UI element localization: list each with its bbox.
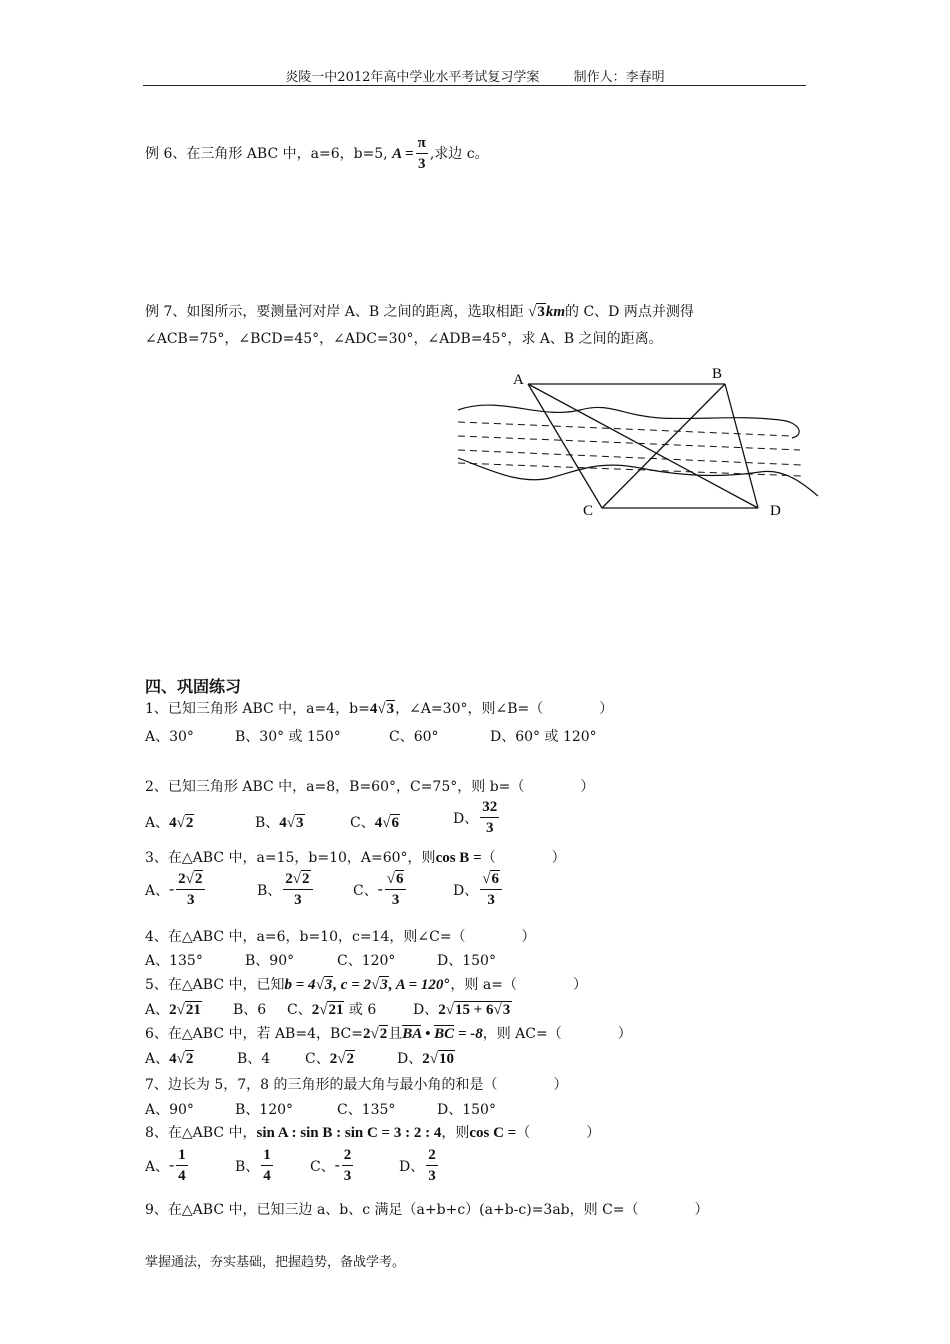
header-rule bbox=[143, 85, 806, 86]
q2-options bbox=[145, 800, 665, 844]
label: C、 bbox=[310, 1159, 335, 1175]
q3-text-2: （ ） bbox=[481, 850, 566, 866]
q6-option-d: D、2√10 bbox=[397, 1051, 454, 1067]
example-6-text: 例 6、在三角形 ABC 中，a=6，b=5, bbox=[145, 146, 388, 162]
q2-option-d bbox=[453, 800, 501, 836]
q6-text: 6、在△ABC 中，若 AB=4，BC= bbox=[145, 1026, 363, 1042]
frac-den: 3 bbox=[294, 892, 302, 908]
q2-option-b: B、4√3 bbox=[255, 815, 304, 831]
unit: km bbox=[545, 304, 566, 320]
frac-num: 2 bbox=[342, 1148, 354, 1166]
q2-option-a: A、4√2 bbox=[145, 815, 194, 831]
q3-math: cos B = bbox=[435, 850, 482, 866]
frac-num: π bbox=[416, 136, 428, 154]
q4-option-b: B、90° bbox=[245, 953, 295, 969]
section-heading: 四、巩固练习 bbox=[145, 677, 242, 696]
q8-math-2: cos C = bbox=[469, 1125, 517, 1141]
label: C、 bbox=[287, 1002, 312, 1018]
q1-text-2: ，∠A=30°，则∠B=（ ） bbox=[395, 701, 614, 717]
coef: 2 bbox=[285, 871, 293, 887]
q7-option-a: A、90° bbox=[145, 1102, 194, 1118]
tail: 或 6 bbox=[344, 1002, 377, 1018]
q3-option-b: B、 $\frac{2√2}{3}$ bbox=[257, 872, 315, 908]
q1-stem bbox=[145, 698, 613, 718]
q2-option-c: C、4√6 bbox=[350, 815, 399, 831]
header-title: 炎陵一中2012年高中学业水平考试复习学案 bbox=[285, 70, 540, 85]
q6-text-2: ，则 AC=（ ） bbox=[482, 1026, 632, 1042]
q4-option-c: C、120° bbox=[337, 953, 396, 969]
label: B、 bbox=[257, 883, 282, 899]
dot: • bbox=[421, 1026, 435, 1042]
water-line bbox=[458, 422, 792, 436]
water-line bbox=[458, 463, 802, 476]
label: B、 bbox=[255, 815, 280, 831]
q7-option-c: C、135° bbox=[337, 1102, 396, 1118]
frac-den: 4 bbox=[263, 1168, 271, 1184]
river-figure bbox=[440, 360, 830, 530]
label: C、 bbox=[353, 883, 378, 899]
q5-option-b: B、6 bbox=[233, 1002, 267, 1018]
q8-option-a bbox=[145, 1148, 190, 1184]
q6-stem: 6、在△ABC 中，若 AB=4，BC=2√2且BA • BC = -8，则 AC=（ ） bbox=[145, 1026, 632, 1042]
q5-stem bbox=[145, 974, 587, 994]
radicand: 2 bbox=[185, 1051, 194, 1067]
math-part: b = 4 bbox=[284, 977, 316, 993]
frac-num: 32 bbox=[480, 800, 499, 818]
page-header bbox=[0, 66, 950, 85]
q8-option-c bbox=[310, 1148, 355, 1184]
frac-den: 3 bbox=[417, 156, 426, 172]
q8-text-2: （ ） bbox=[516, 1125, 601, 1141]
label: D、 bbox=[413, 1002, 439, 1018]
q1-math: 4√3 bbox=[369, 701, 395, 717]
frac-num: 1 bbox=[261, 1148, 273, 1166]
example-7-line-1 bbox=[145, 301, 694, 321]
label: D、 bbox=[399, 1159, 425, 1175]
label: A、 bbox=[145, 1159, 170, 1175]
coef: 4 bbox=[374, 815, 383, 831]
radicand: 3 bbox=[296, 815, 304, 831]
radicand: 3 bbox=[380, 977, 388, 993]
q8-options bbox=[145, 1148, 605, 1194]
frac-num: 2 bbox=[426, 1148, 438, 1166]
coef: 2 bbox=[438, 1002, 446, 1018]
radicand: 2 bbox=[194, 871, 203, 887]
example-6-fraction bbox=[416, 136, 428, 172]
segment-bc bbox=[602, 384, 725, 508]
sign: - bbox=[169, 1157, 175, 1174]
coef: 2 bbox=[329, 1051, 338, 1067]
q5-math: b = 4√3, c = 2√3, A = 120 bbox=[284, 977, 444, 993]
q6-vector-expr bbox=[402, 1025, 483, 1042]
radicand: 21 bbox=[185, 1002, 201, 1018]
vector-ba: BA bbox=[402, 1026, 422, 1042]
q8-option-d bbox=[399, 1148, 440, 1184]
example-6-suffix: ,求边 c。 bbox=[429, 146, 489, 162]
q4-option-d: D、150° bbox=[437, 953, 496, 969]
sign: - bbox=[334, 1157, 340, 1174]
label: D、 bbox=[453, 883, 479, 899]
example-6-math: A = bbox=[392, 146, 414, 162]
coef: 4 bbox=[369, 701, 378, 717]
coef: 2 bbox=[178, 871, 186, 887]
frac-den: 3 bbox=[485, 820, 494, 836]
label: D、 bbox=[397, 1051, 423, 1067]
q3-text: 3、在△ABC 中，a=15，b=10，A=60°，则 bbox=[145, 850, 436, 866]
q6-option-c: C、2√2 bbox=[305, 1051, 354, 1067]
segment-ac bbox=[528, 384, 602, 508]
label: C、 bbox=[305, 1051, 330, 1067]
q1-option-d: D、60° 或 120° bbox=[490, 729, 597, 745]
frac-den: 3 bbox=[428, 1168, 436, 1184]
label: A、 bbox=[145, 1002, 170, 1018]
radicand: 2 bbox=[379, 1026, 388, 1042]
equals: = -8 bbox=[454, 1026, 483, 1042]
radicand: 2 bbox=[185, 815, 194, 831]
q4-stem: 4、在△ABC 中，a=6，b=10，c=14，则∠C=（ ） bbox=[145, 929, 536, 945]
q5-text: 5、在△ABC 中，已知 bbox=[145, 977, 285, 993]
label: A、 bbox=[145, 883, 170, 899]
example-7-sqrt: √3km bbox=[528, 304, 566, 320]
sign: - bbox=[377, 881, 383, 898]
example-6 bbox=[145, 136, 489, 172]
label: B、 bbox=[235, 1159, 260, 1175]
radicand: 15 + 6 bbox=[454, 1002, 494, 1018]
radicand: 6 bbox=[391, 815, 399, 831]
vector-bc: BC bbox=[434, 1026, 455, 1042]
q3-options bbox=[145, 872, 665, 920]
q8-option-b bbox=[235, 1148, 275, 1184]
q5-option-d: D、2√15 + 6√3 bbox=[413, 1002, 511, 1018]
q7-stem: 7、边长为 5，7，8 的三角形的最大角与最小角的和是（ ） bbox=[145, 1077, 568, 1093]
q4-option-a: A、135° bbox=[145, 953, 203, 969]
q5-option-a: A、2√21 bbox=[145, 1002, 201, 1018]
math-part: , c = 2 bbox=[333, 977, 372, 993]
q7-option-d: D、150° bbox=[437, 1102, 496, 1118]
q3-option-d: D、 $\frac{√6}{3}$ bbox=[453, 872, 504, 908]
q7-option-b: B、120° bbox=[235, 1102, 294, 1118]
frac-den: 3 bbox=[186, 892, 195, 908]
q8-text-mid: ，则 bbox=[441, 1125, 470, 1141]
example-7-text: 例 7、如图所示，要测量河对岸 A、B 之间的距离，选取相距 bbox=[145, 304, 524, 320]
math-part: , A = 120 bbox=[388, 977, 444, 993]
q5-text-2: °，则 a=（ ） bbox=[443, 977, 587, 993]
coef: 2 bbox=[169, 1002, 177, 1018]
q6-option-a: A、4√2 bbox=[145, 1051, 194, 1067]
coef: 2 bbox=[422, 1051, 430, 1067]
radicand: 6 bbox=[491, 871, 499, 887]
q1-option-b: B、30° 或 150° bbox=[235, 729, 341, 745]
point-label-c: C bbox=[583, 503, 594, 519]
radicand: 3 bbox=[324, 977, 333, 993]
q1-option-c: C、60° bbox=[389, 729, 439, 745]
frac-den: 3 bbox=[343, 1168, 352, 1184]
radicand-inner: 3 bbox=[502, 1002, 511, 1018]
q3-stem bbox=[145, 847, 566, 867]
sqrt-value: 3 bbox=[537, 304, 545, 320]
q8-stem bbox=[145, 1122, 600, 1142]
river-bank-top bbox=[458, 405, 799, 438]
point-label-d: D bbox=[770, 503, 781, 519]
frac-den: 4 bbox=[178, 1168, 186, 1184]
coef: 4 bbox=[169, 815, 177, 831]
q6-option-b: B、4 bbox=[237, 1051, 271, 1067]
point-label-b: B bbox=[712, 366, 723, 382]
radicand: 2 bbox=[346, 1051, 354, 1067]
header-author: 制作人：李春明 bbox=[573, 70, 665, 85]
q6-text-mid: 且 bbox=[388, 1026, 403, 1042]
q3-option-a: A、- $\frac{2√2}{3}$ bbox=[145, 872, 207, 908]
q5-option-c: C、2√21 或 6 bbox=[287, 1002, 377, 1018]
label: A、 bbox=[145, 1051, 170, 1067]
q8-text: 8、在△ABC 中， bbox=[145, 1125, 257, 1141]
q6-options bbox=[145, 1048, 565, 1070]
coef: 4 bbox=[279, 815, 287, 831]
q3-option-c: C、- $\frac{√6}{3}$ bbox=[353, 872, 408, 908]
page-footer: 掌握通法，夯实基础，把握趋势，备战学考。 bbox=[145, 1255, 406, 1270]
frac-den: 3 bbox=[391, 892, 400, 908]
label: D、 bbox=[453, 811, 479, 827]
q9-stem: 9、在△ABC 中，已知三边 a、b、c 满足（a+b+c）(a+b-c)=3ab，则 C=（ ） bbox=[145, 1202, 709, 1218]
frac-num: 1 bbox=[176, 1148, 188, 1166]
water-line bbox=[458, 450, 802, 465]
coef: 4 bbox=[169, 1051, 177, 1067]
coef: 2 bbox=[311, 1002, 320, 1018]
q5-options bbox=[145, 999, 685, 1021]
coef: 2 bbox=[362, 1026, 371, 1042]
frac-den: 3 bbox=[487, 892, 495, 908]
q1-option-a: A、30° bbox=[145, 729, 194, 745]
example-7-suffix: 的 C、D 两点并测得 bbox=[565, 304, 694, 320]
segment-bd bbox=[725, 384, 758, 508]
radicand: 10 bbox=[438, 1051, 454, 1067]
point-label-a: A bbox=[513, 372, 524, 388]
example-7-line-2: ∠ACB=75°，∠BCD=45°，∠ADC=30°，∠ADB=45°，求 A、B 之间的距离。 bbox=[145, 331, 663, 347]
q2-stem: 2、已知三角形 ABC 中，a=8，B=60°，C=75°，则 b=（ ） bbox=[145, 779, 595, 795]
label: C、 bbox=[350, 815, 375, 831]
radicand: 3 bbox=[386, 701, 395, 717]
radicand: 2 bbox=[302, 871, 310, 887]
label: A、 bbox=[145, 815, 170, 831]
q8-math: sin A : sin B : sin C = 3 : 2 : 4 bbox=[256, 1125, 442, 1141]
q1-text: 1、已知三角形 ABC 中，a=4，b= bbox=[145, 701, 370, 717]
segment-ad bbox=[528, 384, 758, 508]
sign: - bbox=[169, 881, 175, 898]
radicand: 6 bbox=[395, 871, 404, 887]
radicand: 21 bbox=[328, 1002, 344, 1018]
